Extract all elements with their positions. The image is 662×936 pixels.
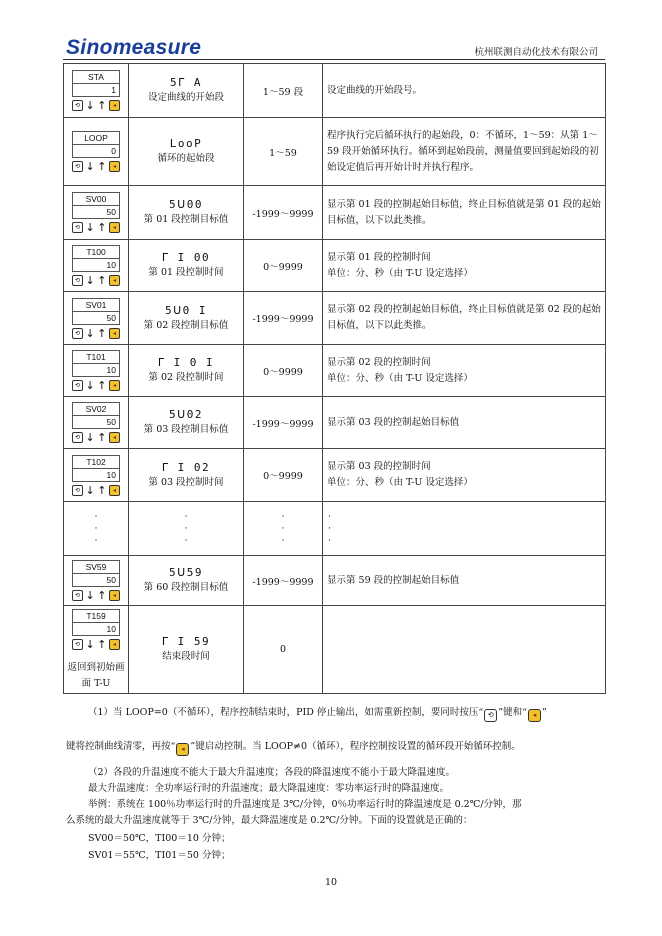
param-range: 0～9999 [244,449,323,502]
down-arrow-icon: ↓ [85,379,95,392]
device-display [72,402,120,443]
param-description: 显示第 59 段的控制起始目标值 [323,556,606,606]
set-key-icon: ⟲ [72,328,83,339]
note-2-example-cont: 么系统的最大升温速度就等于 3℃/分钟，最大降温速度是 0.2℃/分钟。下面的设置就是正确的： [66,815,473,826]
device-display [72,455,120,496]
page-number: 10 [324,877,338,888]
device-display [72,609,120,650]
note-1-cont: 键将控制曲线清零，再按“ ◂ ”键启动控制。当 LOOP≠0（循环），程序控制按设置的循环段开始循环控制。 [66,740,521,756]
up-arrow-icon: ↑ [97,431,107,444]
shift-key-icon: ◂ [109,100,120,111]
segment-code: ᒥ I 00 [161,251,211,264]
down-arrow-icon: ↓ [85,589,95,602]
table-row [64,449,606,502]
set-key-icon: ⟲ [72,100,83,111]
param-range: 0～9999 [244,240,323,292]
table-row [64,345,606,397]
down-arrow-icon: ↓ [85,483,95,497]
param-range: -1999～9999 [244,292,323,345]
shift-key-icon: ◂ [528,709,541,722]
pv-readout: T100 [73,246,119,259]
sv-readout: 10 [106,624,116,634]
param-range: 0～9999 [244,345,323,397]
shift-key-icon: ◂ [109,161,120,172]
set-key-icon: ⟲ [72,161,83,172]
param-range: -1999～9999 [244,397,323,449]
down-arrow-icon: ↓ [85,221,95,234]
set-key-icon: ⟲ [72,380,83,391]
down-arrow-icon: ↓ [85,638,95,651]
sv-readout: 50 [106,312,116,323]
segment-code: 5ᑌ0 I [164,303,208,317]
shift-key-icon: ◂ [109,432,120,443]
company-name: 杭州联测自动化技术有限公司 [474,47,598,58]
up-arrow-icon: ↑ [97,589,107,602]
table-row [64,556,606,606]
sv-readout: 10 [106,260,116,270]
shift-key-icon: ◂ [109,328,120,339]
param-range: 1～59 段 [244,64,323,118]
pv-readout: LOOP [73,132,119,145]
param-description: 显示第 01 段的控制起始目标值，终止目标值就是第 01 段的起始目标值，以下以此类推。 [323,186,606,240]
device-display [72,298,120,339]
pv-readout: STA [73,71,119,84]
header-divider [63,59,605,60]
set-key-icon: ⟲ [72,639,83,650]
param-name: 第 03 段控制时间 [148,476,224,488]
table-row [64,186,606,240]
parameter-table [63,63,606,694]
segment-code: 5ᑌ00 [169,198,203,211]
segment-code: 5ᒥ A [170,76,202,89]
pv-readout: SV01 [73,299,119,312]
set-key-icon: ⟲ [72,485,83,496]
note-1: （1）当 LOOP=0（不循环），程序控制结束时，PID 停止输出，如需重新控制，要同时按压“ ⟲ ”键和“ ◂ ” [88,706,547,722]
pv-readout: T159 [73,610,119,623]
set-key-icon: ⟲ [72,222,83,233]
sv-readout: 50 [106,575,116,585]
param-name: 第 02 段控制目标值 [143,319,229,331]
set-key-icon: ⟲ [72,275,83,286]
segment-code: 5ᑌ59 [169,566,203,579]
down-arrow-icon: ↓ [85,274,95,287]
shift-key-icon: ◂ [109,639,120,650]
down-arrow-icon: ↓ [85,99,95,112]
down-arrow-icon: ↓ [85,326,95,340]
param-range: -1999～9999 [244,186,323,240]
param-description: 显示第 03 段的控制起始目标值 [323,397,606,449]
up-arrow-icon: ↑ [97,379,107,392]
pv-readout: SV00 [73,193,119,206]
param-description [323,606,606,694]
sinomeasure-logo: Sinomeasure [66,36,202,59]
device-display [72,350,120,391]
param-name: 第 01 段控制时间 [148,267,224,278]
param-description: 显示第 02 段的控制时间 单位：分、秒（由 T-U 设定选择） [323,345,606,397]
segment-code: 5ᑌ02 [169,408,203,421]
param-name: 结束段时间 [162,651,210,662]
up-arrow-icon: ↑ [97,221,107,234]
table-row [64,606,606,694]
shift-key-icon: ◂ [109,485,120,496]
device-display [72,560,120,601]
table-row [64,397,606,449]
note-2: （2）各段的升温速度不能大于最大升温速度；各段的降温速度不能小于最大降温速度。 [88,767,456,778]
shift-key-icon: ◂ [109,275,120,286]
param-name: 循环的起始段 [157,153,215,164]
param-range: 1～59 [244,118,323,186]
down-arrow-icon: ↓ [85,160,95,173]
return-note: 返回到初始画面 T-U [67,662,125,689]
table-row [64,64,606,118]
param-description: 显示第 03 段的控制时间 单位：分、秒（由 T-U 设定选择） [323,449,606,502]
set-key-icon: ⟲ [484,709,497,722]
shift-key-icon: ◂ [109,590,120,601]
setting-line-1: SV00＝50℃，TI00＝10 分钟； [88,833,231,844]
table-row [64,240,606,292]
device-display [72,131,120,172]
param-name: 第 02 段控制时间 [148,372,224,383]
param-range: -1999～9999 [244,556,323,606]
up-arrow-icon: ↑ [97,99,107,112]
up-arrow-icon: ↑ [97,638,107,651]
param-range: 0 [244,606,323,694]
note-2-example: 举例：系统在 100％功率运行时的升温速度是 3℃/分钟，0％功率运行时的降温速度是 0.2℃/分钟，那 [88,799,522,810]
pv-readout: SV02 [73,403,119,416]
up-arrow-icon: ↑ [97,274,107,287]
shift-key-icon: ◂ [176,743,189,756]
param-name: 第 01 段控制目标值 [143,214,229,225]
set-key-icon: ⟲ [72,432,83,443]
down-arrow-icon: ↓ [85,431,95,444]
param-description: 显示第 01 段的控制时间 单位：分、秒（由 T-U 设定选择） [323,240,606,292]
up-arrow-icon: ↑ [97,160,107,173]
setting-line-2: SV01＝55℃，TI01＝50 分钟； [88,850,231,861]
param-name: 设定曲线的开始段 [147,92,224,103]
pv-readout: T101 [73,351,119,364]
param-description: 设定曲线的开始段号。 [323,64,606,118]
note-2-max-speed: 最大升温速度：全功率运行时的升温速度；最大降温速度：零功率运行时的降温速度。 [88,783,450,794]
up-arrow-icon: ↑ [97,483,107,497]
param-description: 程序执行完后循环执行的起始段，0：不循环，1～59：从第 1～59 段开始循环执行。循环到起始段前，测量值要回到起始段的初始设定值后再开始计时并执行程序。 [323,118,606,186]
segment-code: LooP [169,137,203,150]
table-row-ellipsis: · · · · · · · · · · · · [64,502,606,556]
segment-code: ᒥ I 0 I [157,356,215,369]
segment-code: ᒥ I 59 [161,635,211,648]
param-description: 显示第 02 段的控制起始目标值，终止目标值就是第 02 段的起始目标值，以下以此类推。 [323,292,606,345]
device-display-cell [64,64,129,118]
set-key-icon: ⟲ [72,590,83,601]
table-row [64,292,606,345]
shift-key-icon: ◂ [109,380,120,391]
sv-readout: 50 [106,207,116,217]
sv-readout: 0 [111,146,116,156]
sv-readout: 10 [106,365,116,375]
device-display [72,70,120,111]
pv-readout: T102 [73,456,119,469]
param-name: 第 60 段控制目标值 [143,582,229,593]
sv-readout: 1 [111,85,116,95]
shift-key-icon: ◂ [109,222,120,233]
pv-readout: SV59 [73,561,119,574]
device-display [72,192,120,233]
param-name: 第 03 段控制目标值 [143,424,229,435]
segment-code: ᒥ I 02 [161,460,211,474]
sv-readout: 50 [106,417,116,427]
device-display [72,245,120,286]
up-arrow-icon: ↑ [97,326,107,340]
table-row [64,118,606,186]
sv-readout: 10 [106,469,116,480]
